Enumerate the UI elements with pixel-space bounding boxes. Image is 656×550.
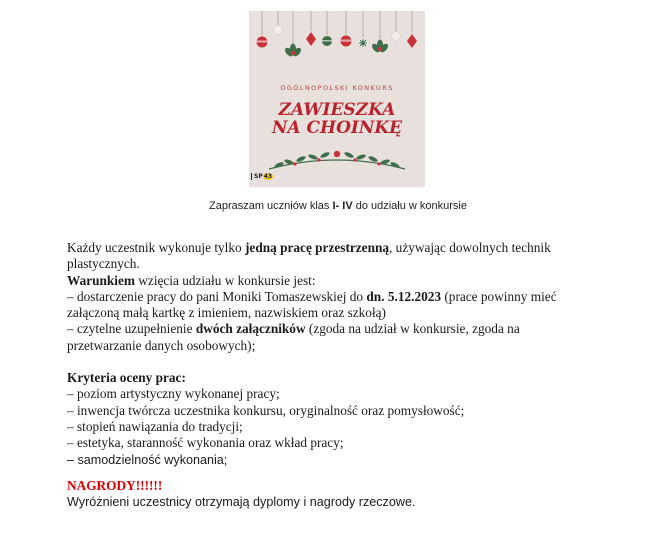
invite-text-after: do udziału w konkursie <box>352 200 467 212</box>
invite-classes: I- IV <box>332 200 353 212</box>
intro-part2: , używając dowolnych technik plastycznych. <box>67 240 551 272</box>
contest-poster <box>249 11 425 187</box>
poster-subtitle: OGÓLNOPOLSKI KONKURS <box>280 84 394 92</box>
rules-text <box>67 240 587 510</box>
condition-label: Warunkiem <box>67 272 135 288</box>
condition-item2-before: – czytelne uzupełnienie <box>67 321 196 337</box>
invite-text-before: Zapraszam uczniów klas <box>208 200 333 212</box>
intro-bold: jedną pracę przestrzenną <box>245 240 390 255</box>
logo-text: SP <box>254 173 263 180</box>
criteria-heading-text: Kryteria oceny prac: <box>67 370 186 386</box>
ornaments-garland-graphic <box>249 11 425 187</box>
condition-item-attachments <box>67 321 587 354</box>
criteria-item: – estetyka, staranność wykonania oraz wkład pracy; <box>67 435 344 451</box>
criteria-item: – samodzielność wykonania; <box>67 452 228 467</box>
invitation-line <box>0 200 656 212</box>
condition-item1-before: – dostarczenie pracy do pani Moniki Tomaszewskiej do <box>67 288 367 304</box>
school-logo <box>251 173 273 180</box>
logo-number: 43 <box>263 173 273 180</box>
condition-text: wzięcia udziału w konkursie jest: <box>134 272 316 288</box>
criteria-item: – inwencja twórcza uczestnika konkursu, oryginalność oraz pomysłowość; <box>67 402 465 418</box>
prizes-text: Wyróżnieni uczestnicy otrzymają dyplomy i nagrody rzeczowe. <box>67 495 416 510</box>
attachments-bold: dwóch załączników <box>195 321 306 337</box>
criteria-item: – stopień nawiązania do tradycji; <box>67 418 243 434</box>
condition-item2-after: (zgoda na udział w konkursie, zgoda na przetwarzanie danych osobowych); <box>67 321 520 353</box>
intro-paragraph <box>67 240 587 273</box>
poster-title-line2: NA CHOINKĘ <box>271 118 403 138</box>
poster-title-line1: ZAWIESZKA <box>278 100 396 120</box>
criteria-heading <box>67 370 587 386</box>
deadline-date: dn. 5.12.2023 <box>366 288 442 304</box>
criteria-item: – poziom artystyczny wykonanej pracy; <box>67 386 280 402</box>
condition-heading <box>67 273 587 289</box>
condition-item1-after: (prace powinny mieć załączoną małą kartkę z imieniem, nazwiskiem oraz szkołą) <box>67 288 557 321</box>
prizes-heading: NAGRODY!!!!!! <box>67 477 163 493</box>
intro-part1: Każdy uczestnik wykonuje tylko <box>67 240 245 255</box>
condition-item-deadline <box>67 289 587 322</box>
